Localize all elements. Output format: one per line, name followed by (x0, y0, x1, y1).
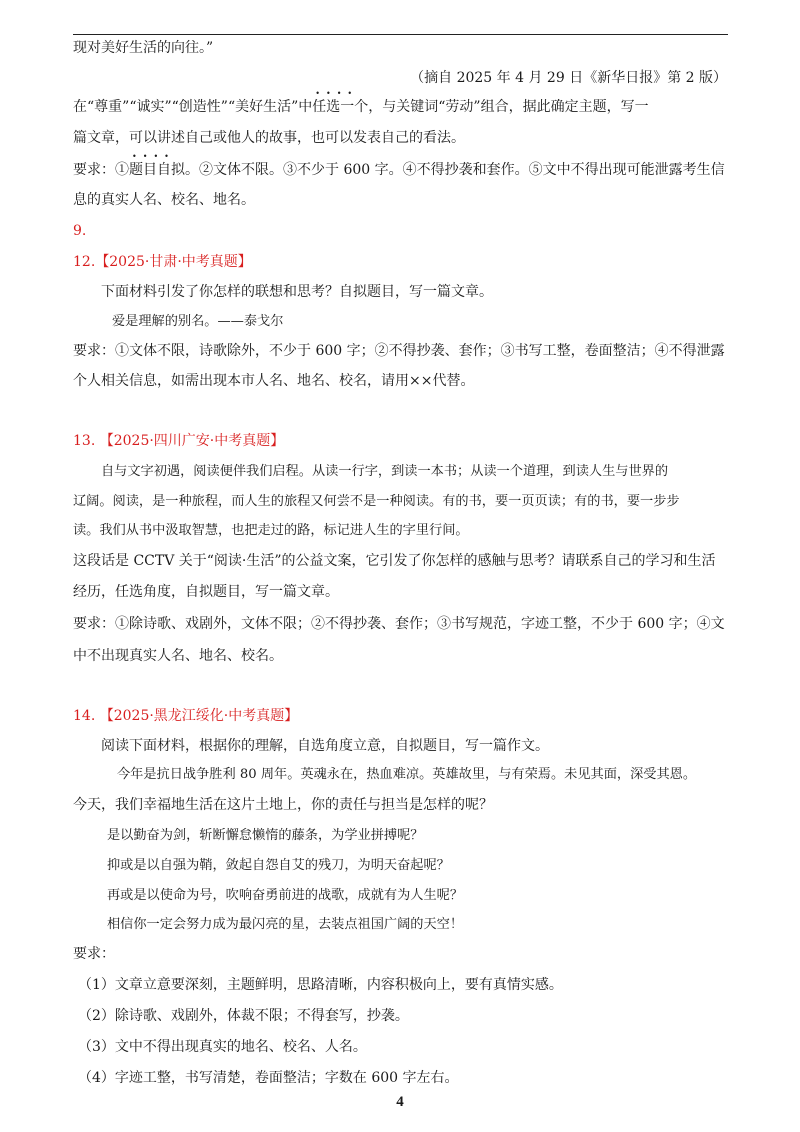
q14-number: 14. (73, 708, 96, 724)
q11-task-emph-text: 任选一个 (312, 99, 369, 115)
q14-material-line5: 再或是以使命为号，吹响奋勇前进的战歌，成就有为人生呢？ (107, 888, 464, 903)
citation: （摘自 2025 年 4 月 29 日《新华日报》第 2 版） (410, 70, 727, 86)
q11-req-line2: 息的真实人名、校名、地名。 (73, 192, 255, 208)
q14-material-line3: 是以勤奋为剑，斩断懈怠懒惰的藤条，为学业拼搏呢？ (107, 828, 424, 843)
q14-prompt: 阅读下面材料，根据你的理解，自选角度立意，自拟题目，写一篇作文。 (101, 738, 549, 754)
q13-material-line2: 辽阔。阅读，是一种旅程，而人生的旅程又何尝不是一种阅读。有的书，要一页页读；有的书，要一步步 (73, 494, 680, 509)
top-continuation: 现对美好生活的向往。” (73, 40, 214, 56)
q12-header (73, 252, 252, 272)
q13-req-line1: 要求：①除诗歌、戏剧外，文体不限；②不得抄袭、套作；③书写规范，字迹工整，不少于 600 字；④文 (73, 616, 725, 632)
page-number: 4 (396, 1094, 404, 1110)
q11-req-emph (129, 152, 185, 180)
q12-quote: 爱是理解的别名。——泰戈尔 (112, 314, 284, 329)
q12-req-line2: 个人相关信息，如需出现本市人名、地名、校名，请用××代替。 (73, 373, 475, 389)
q12-req-line1: 要求：①文体不限，诗歌除外，不少于 600 字；②不得抄袭、套作；③书写工整，卷面整洁；④不得泄露 (73, 343, 725, 359)
top-rule (73, 34, 728, 35)
q11-task-emph (312, 89, 369, 117)
q14-material-line1: 今年是抗日战争胜利 80 周年。英魂永在，热血难凉。英雄故里，与有荣焉。未见其面，深受其恩。 (117, 767, 697, 782)
q11-task-pre: 在“尊重”“诚实”“创造性”“美好生活”中 (73, 99, 313, 115)
q14-req-item: （1）文章立意要深刻，主题鲜明，思路清晰，内容积极向上，要有真情实感。 (78, 977, 563, 993)
q11-req-post: 。②文体不限。③不少于 600 字。④不得抄袭和套作。⑤文中不得出现可能泄露考生信 (185, 162, 725, 178)
q11-req-line1 (73, 152, 725, 180)
stray-number: 9. (73, 223, 87, 239)
q11-task-line1 (73, 89, 649, 117)
q14-req-item: （4）字迹工整，书写清楚，卷面整洁；字数在 600 字左右。 (78, 1070, 459, 1086)
q11-task-post: ，与关键词“劳动”组合，据此确定主题，写一 (368, 99, 649, 115)
q13-task-line1: 这段话是 CCTV 关于“阅读·生活”的公益文案，它引发了你怎样的感触与思考？请联系自己的学习和生活 (73, 553, 716, 569)
q14-req-item: （2）除诗歌、戏剧外，体裁不限；不得套写，抄袭。 (78, 1008, 409, 1024)
q13-material-line1: 自与文字初遇，阅读便伴我们启程。从读一行字，到读一本书；从读一个道理，到读人生与世界的 (101, 464, 669, 479)
q11-req-emph-text: 题目自拟 (129, 162, 185, 178)
q14-req-head: 要求： (73, 946, 115, 962)
q13-number: 13. (73, 433, 96, 449)
emphasis-dots: •••• (315, 89, 359, 98)
q12-number: 12. (73, 254, 96, 270)
q13-req-line2: 中不出现真实人名、地名、校名。 (73, 648, 283, 664)
q13-material-line3: 读。我们从书中汲取智慧，也把走过的路，标记进人生的字里行间。 (73, 523, 469, 538)
q14-req-item: （3）文中不得出现真实的地名、校名、人名。 (78, 1039, 367, 1055)
q12-tag: 【2025·甘肃·中考真题】 (95, 254, 252, 270)
q14-material-line4: 抑或是以自强为鞘，敛起自怨自艾的残刀，为明天奋起呢？ (107, 858, 450, 873)
q13-header (73, 431, 284, 451)
q11-task-line2: 篇文章，可以讲述自己或他人的故事，也可以发表自己的看法。 (73, 130, 465, 146)
q13-tag: 【2025·四川广安·中考真题】 (99, 433, 285, 449)
q14-material-line6: 相信你一定会努力成为最闪亮的星，去装点祖国广阔的天空！ (107, 917, 464, 932)
q14-tag: 【2025·黑龙江绥化·中考真题】 (99, 708, 299, 724)
q12-prompt: 下面材料引发了你怎样的联想和思考？自拟题目，写一篇文章。 (101, 284, 493, 300)
emphasis-dots: •••• (132, 152, 175, 161)
q14-header (73, 706, 298, 726)
q14-material-line2: 今天，我们幸福地生活在这片土地上，你的责任与担当是怎样的呢？ (73, 797, 493, 813)
q13-task-line2: 经历，任选角度，自拟题目，写一篇文章。 (73, 584, 339, 600)
q11-req-pre: 要求：① (73, 162, 129, 178)
